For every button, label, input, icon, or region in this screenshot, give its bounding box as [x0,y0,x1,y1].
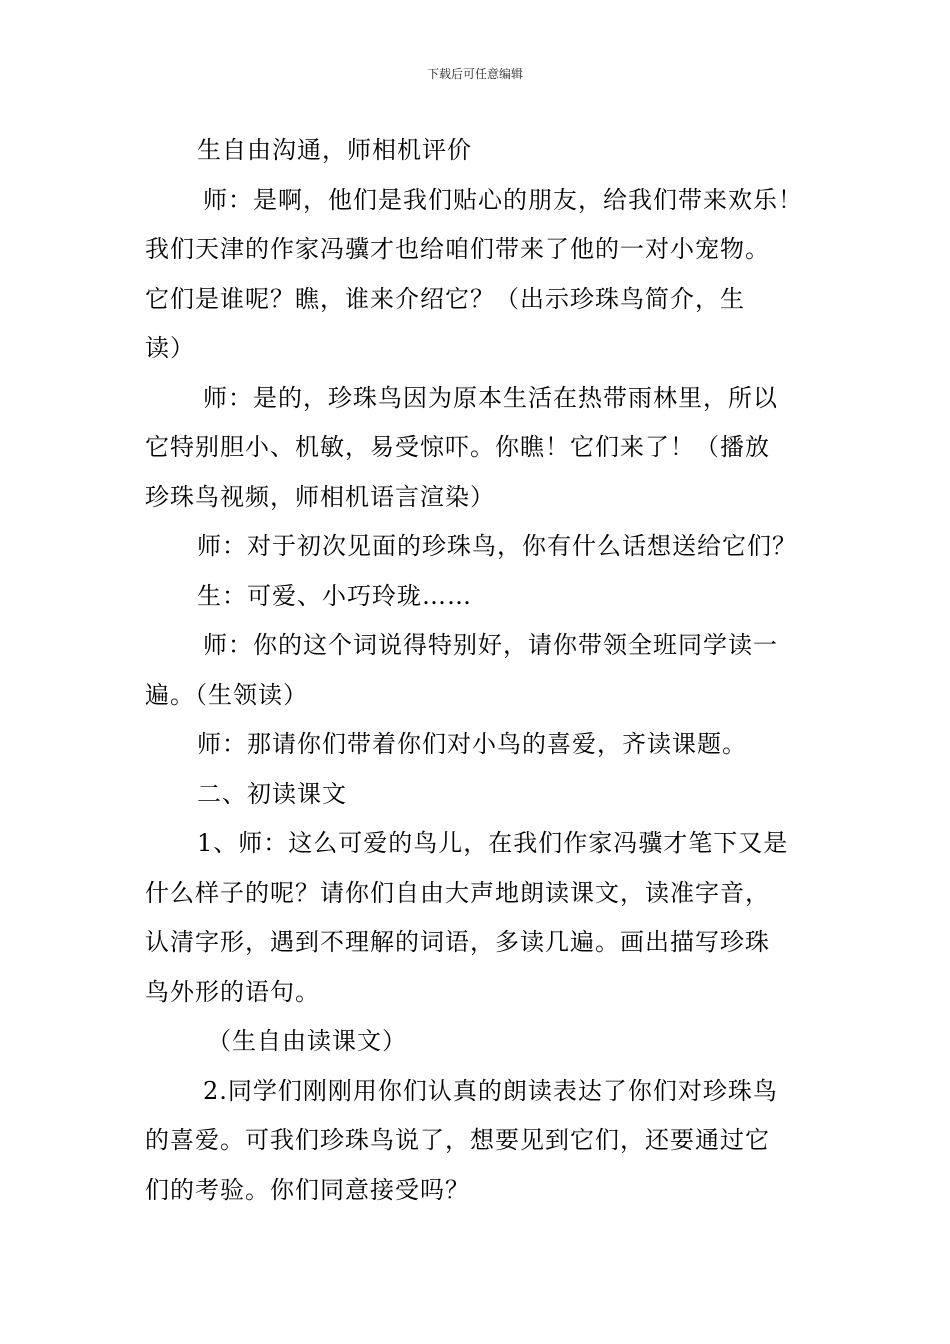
text-line: 师：你的这个词说得特别好，请你带领全班同学读一 [203,631,778,659]
section-heading [145,770,810,820]
text-line: 2.同学们刚刚用你们认真的朗读表达了你们对珍珠鸟 [203,1076,778,1105]
paragraph [145,572,810,622]
text-line: 二、初读课文 [197,779,347,808]
text-line: （生自由读课文） [207,1027,407,1055]
paragraph [145,1067,810,1216]
text-line: 遍。（生领读） [145,680,308,709]
text-line: 它特别胆小、机敏，易受惊吓。你瞧！它们来了！（播放 [145,433,770,461]
text-line: 什么样子的呢？请你们自由大声地朗读课文，读准字音， [145,878,770,907]
paragraph [145,621,810,720]
text-line: 们的考验。你们同意接受吗？ [145,1175,470,1204]
text-line: 师：是的，珍珠鸟因为原本生活在热带雨林里，所以 [203,383,778,412]
paragraph [145,126,810,176]
paragraph [145,1017,810,1067]
paragraph [145,720,810,770]
text-line: 它们是谁呢？瞧，谁来介绍它？（出示珍珠鸟简介，生 [145,284,745,313]
text-line: 师：对于初次见面的珍珠鸟，你有什么话想送给它们？ [197,532,797,560]
text-line: 1、师：这么可爱的鸟儿，在我们作家冯骥才笔下又是 [197,829,789,857]
text-line: 读） [145,334,195,362]
text-line: 认清字形，遇到不理解的词语，多读几遍。画出描写珍珠 [145,928,770,956]
text-line: 的喜爱。可我们珍珠鸟说了，想要见到它们，还要通过它 [145,1126,770,1154]
text-line: 师：是啊，他们是我们贴心的朋友，给我们带来欢乐！ [203,185,803,214]
page-header: 下载后可任意编辑 [426,67,523,81]
paragraph [145,176,810,374]
paragraph [145,374,810,523]
text-line: 生自由沟通，师相机评价 [197,136,472,164]
document-body [145,126,810,1215]
paragraph [145,522,810,572]
text-line: 我们天津的作家冯骥才也给咱们带来了他的一对小宠物。 [145,235,770,263]
text-line: 珍珠鸟视频，师相机语言渲染） [145,482,495,511]
paragraph [145,819,810,1017]
text-line: 生：可爱、小巧玲珑…… [197,581,472,610]
text-line: 鸟外形的语句。 [145,977,320,1006]
text-line: 师：那请你们带着你们对小鸟的喜爱，齐读课题。 [197,730,747,758]
